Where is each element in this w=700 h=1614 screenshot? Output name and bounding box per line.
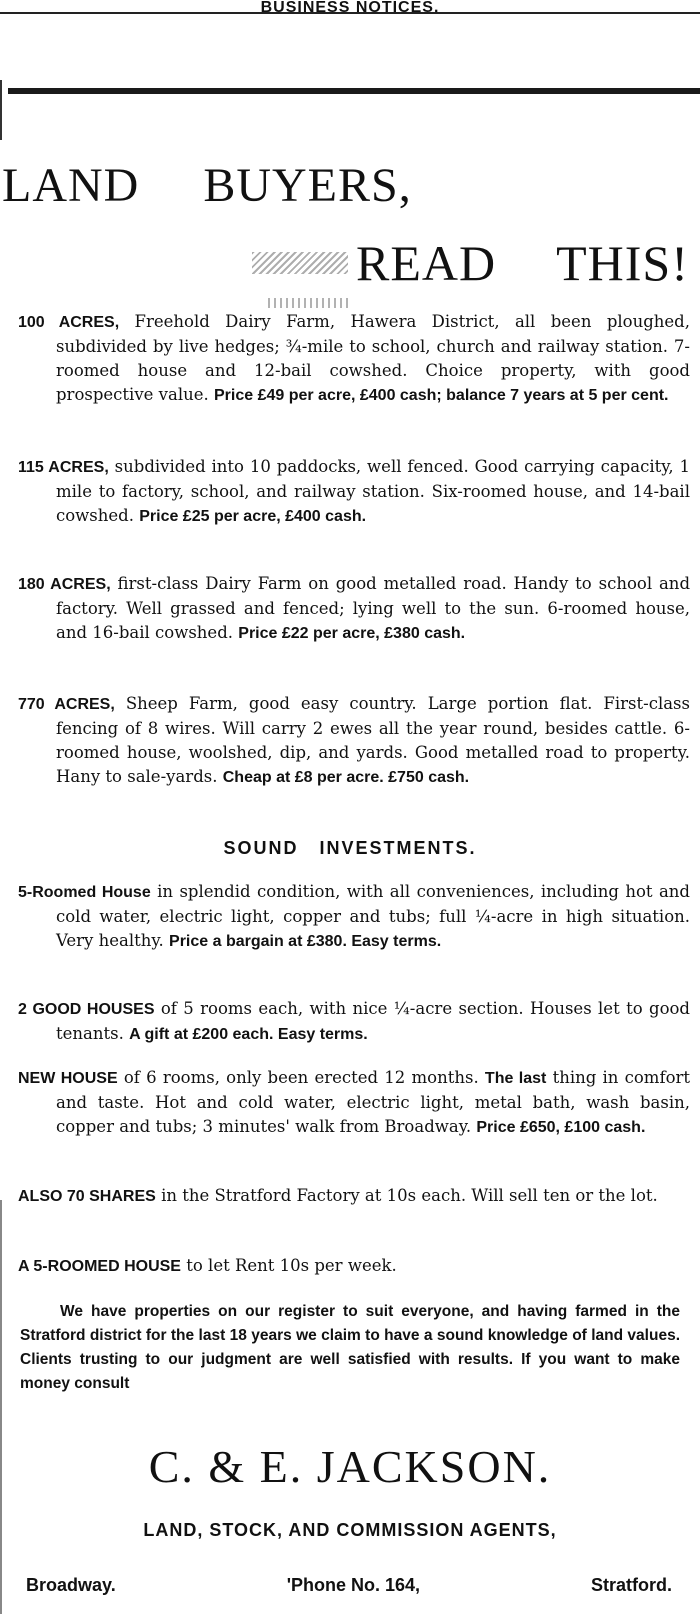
header-rule bbox=[0, 12, 700, 14]
listing-lead: 180 ACRES, bbox=[18, 576, 111, 593]
investment-lead: 2 GOOD HOUSES bbox=[18, 1001, 155, 1018]
column-edge-lower bbox=[0, 1200, 2, 1614]
firm-description: LAND, STOCK, AND COMMISSION AGENTS, bbox=[143, 1520, 557, 1540]
investment-lead: NEW HOUSE bbox=[18, 1070, 118, 1087]
headline-read-this: READ THIS! bbox=[356, 235, 689, 291]
column-edge bbox=[0, 80, 2, 140]
section-title: BUSINESS NOTICES. bbox=[260, 0, 440, 16]
closing-paragraph: We have properties on our register to suit everyone, and having farmed in the Stratford district for the last 18 years we claim to have a sound knowledge of land values. Clients trusting to our judgment are well satisfied with results. If you want to make money consult bbox=[20, 1303, 680, 1392]
listing-770-acres bbox=[18, 692, 690, 790]
investment-5-roomed-house bbox=[18, 880, 690, 954]
listing-body: first-class Dairy Farm on good metalled road. Handy to school and factory. Well grassed and fenced; lying well to the sun. 6-roomed house, and 16-bail cowshed. bbox=[56, 574, 691, 642]
investment-body: in the Stratford Factory at 10s each. Will sell ten or the lot. bbox=[161, 1186, 658, 1205]
page-header bbox=[0, 0, 700, 22]
listing-lead: 770 ACRES, bbox=[18, 696, 115, 713]
investment-lead: ALSO 70 SHARES bbox=[18, 1188, 156, 1205]
investment-2-good-houses bbox=[18, 997, 690, 1047]
listing-body: subdivided into 10 paddocks, well fenced. Good carrying capacity, 1 mile to factory, school, and railway station. Six-roomed house, and 14-bail cowshed. bbox=[56, 457, 690, 525]
listing-price: Price £25 per acre, £400 cash. bbox=[139, 508, 367, 525]
investment-price: Price a bargain at £380. Easy terms. bbox=[169, 933, 442, 950]
footer-town: Stratford. bbox=[590, 1575, 672, 1595]
investment-house-to-let bbox=[18, 1254, 690, 1279]
headline-land-buyers: LAND BUYERS, bbox=[2, 159, 412, 212]
investment-highlight: The last bbox=[484, 1070, 547, 1087]
investment-new-house bbox=[18, 1066, 690, 1140]
listing-115-acres bbox=[18, 455, 690, 529]
investment-body: in splendid condition, with all conveniences, including hot and cold water, electric light, copper and tubs; full ¼-acre in high situation. Very healthy. bbox=[56, 882, 690, 950]
investment-body: to let Rent 10s per week. bbox=[186, 1256, 397, 1275]
section-heading-investments: SOUND INVESTMENTS. bbox=[223, 838, 477, 858]
listing-lead: 100 ACRES, bbox=[18, 314, 120, 331]
investment-70-shares bbox=[18, 1184, 690, 1209]
listing-lead: 115 ACRES, bbox=[18, 459, 109, 476]
investment-lead: 5-Roomed House bbox=[18, 884, 151, 901]
footer-address bbox=[26, 1575, 672, 1596]
investment-price: Price £650, £100 cash. bbox=[476, 1119, 646, 1136]
listing-price: Price £49 per acre, £400 cash; balance 7 years at 5 per cent. bbox=[213, 387, 669, 404]
firm-name: C. & E. JACKSON. bbox=[148, 1441, 552, 1492]
investment-body: of 5 rooms each, with nice ¼-acre section. Houses let to good tenants. bbox=[56, 999, 690, 1043]
listing-price: Cheap at £8 per acre. £750 cash. bbox=[222, 769, 470, 786]
column-rule bbox=[8, 88, 700, 94]
print-smudge-small bbox=[268, 298, 348, 308]
investment-body: of 6 rooms, only been erected 12 months. bbox=[123, 1068, 479, 1087]
investment-lead: A 5-ROOMED HOUSE bbox=[18, 1258, 181, 1275]
investment-body-continued: thing in comfort and taste. Hot and cold water, electric light, metal bath, wash basin, copper and tubs; 3 minutes' walk from Broadway. bbox=[56, 1068, 691, 1136]
listing-price: Price £22 per acre, £380 cash. bbox=[238, 625, 466, 642]
listing-body: Sheep Farm, good easy country. Large portion flat. First-class fencing of 8 wires. Will carry 2 ewes all the year round, besides cattle. 6-roomed house, woolshed, dip, and yards. Good metalled road to property. Hany to sale-yards. bbox=[56, 694, 690, 786]
investment-price: A gift at £200 each. Easy terms. bbox=[129, 1026, 368, 1043]
listing-180-acres bbox=[18, 572, 690, 646]
listing-100-acres bbox=[18, 310, 690, 408]
footer-phone: 'Phone No. 164, bbox=[286, 1575, 420, 1595]
listing-body: Freehold Dairy Farm, Hawera District, all been ploughed, subdivided by live hedges; ¾-mile to school, church and railway station. 7-roomed house and 12-bail cowshed. Choice property, with good prospective value. bbox=[56, 312, 690, 404]
footer-street: Broadway. bbox=[26, 1575, 116, 1595]
print-smudge bbox=[252, 252, 348, 274]
